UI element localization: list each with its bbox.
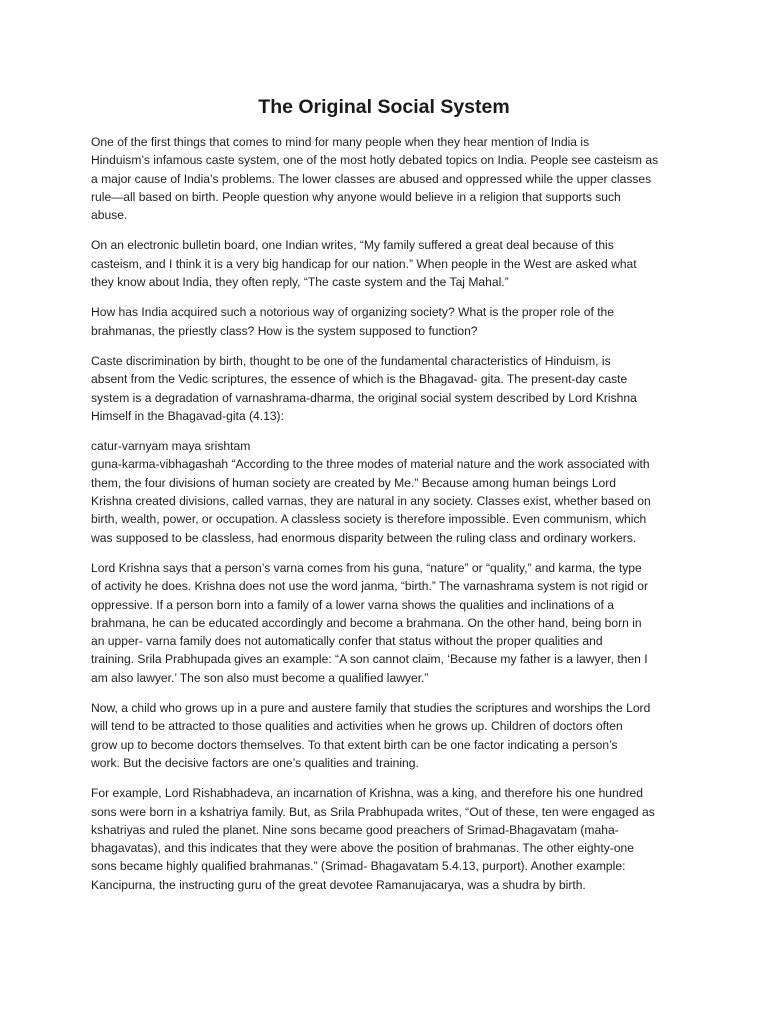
paragraph-bulletin-board: On an electronic bulletin board, one Indian writes, “My family suffered a great deal because of this casteism, and I think it is a very big handicap for our nation.” When people in the West are asked what they know about India, they often reply, “The caste system and the Taj Mahal.” — [91, 238, 637, 290]
paragraph-questions: How has India acquired such a notorious way of organizing society? What is the proper role of the brahmanas, the priestly class? How is the system supposed to function? — [91, 305, 615, 338]
page-title: The Original Social System — [258, 96, 510, 118]
verse-line: catur-varnyam maya srishtam — [91, 439, 251, 454]
paragraph-child-upbringing: Now, a child who grows up in a pure and austere family that studies the scriptures and worships the Lord will tend to be attracted to those qualities and activities when he grows up. Children of doctors often grow up to become doctors themselves. To that extent birth can be one factor indicating a person’s work. But the decisive factors are one’s qualities and training. — [91, 701, 651, 770]
paragraph-rishabhadeva-example: For example, Lord Rishabhadeva, an incarnation of Krishna, was a king, and therefore his one hundred sons were born in a kshatriya family. But, as Srila Prabhupada writes, “Out of these, ten were engaged as kshatriyas and ruled the planet. Nine sons became good preachers of Srimad-Bhagavatam (maha- bhagavatas), and this indicates that they were above the position of brahmanas. The other eighty-one sons became highly qualified brahmanas.” (Srimad- Bhagavatam 5.4.13, purport). Another example: Kancipurna, the instructing guru of the great devotee Ramanujacarya, was a shudra by birth. — [91, 786, 655, 892]
document-body — [91, 133, 681, 906]
paragraph-vedic-scriptures: Caste discrimination by birth, thought to be one of the fundamental characteristics of Hinduism, is absent from the Vedic scriptures, the essence of which is the Bhagavad- gita. The present-day caste system is a degradation of varnashrama-dharma, the original social system described by Lord Krishna Himself in the Bhagavad-gita (4.13): — [91, 353, 637, 423]
paragraph-verse-translation: guna-karma-vibhagashah “According to the three modes of material nature and the work associated with them, the four divisions of human society are created by Me.” Because among human beings Lord Krishna created divisions, called varnas, they are natural in any society. Classes exist, whether based on birth, wealth, power, or occupation. A classless society is therefore impossible. Even communism, which was supposed to be classless, had enormous disparity between the ruling class and ordinary workers. — [91, 457, 651, 545]
paragraph-varna-guna-karma: Lord Krishna says that a person’s varna comes from his guna, “nature” or “quality,” and karma, the type of activity he does. Krishna does not use the word janma, “birth.” The varnashrama system is not rigid or oppressive. If a person born into a family of a lower varna shows the qualities and inclinations of a brahmana, he can be educated accordingly and become a brahmana. On the other hand, being born in an upper- varna family does not automatically confer that status without the proper qualities and training. Srila Prabhupada gives an example: “A son cannot claim, ‘Because my father is a lawyer, then I am also lawyer.’ The son also must become a qualified lawyer.” — [91, 560, 649, 685]
paragraph-caste-intro: One of the first things that comes to mind for many people when they hear mention of India is Hinduism’s infamous caste system, one of the most hotly debated topics on India. People see casteism as a major cause of India’s problems. The lower classes are abused and oppressed while the upper classes rule—all based on birth. People question why anyone would believe in a religion that supports such abuse. — [91, 135, 659, 223]
